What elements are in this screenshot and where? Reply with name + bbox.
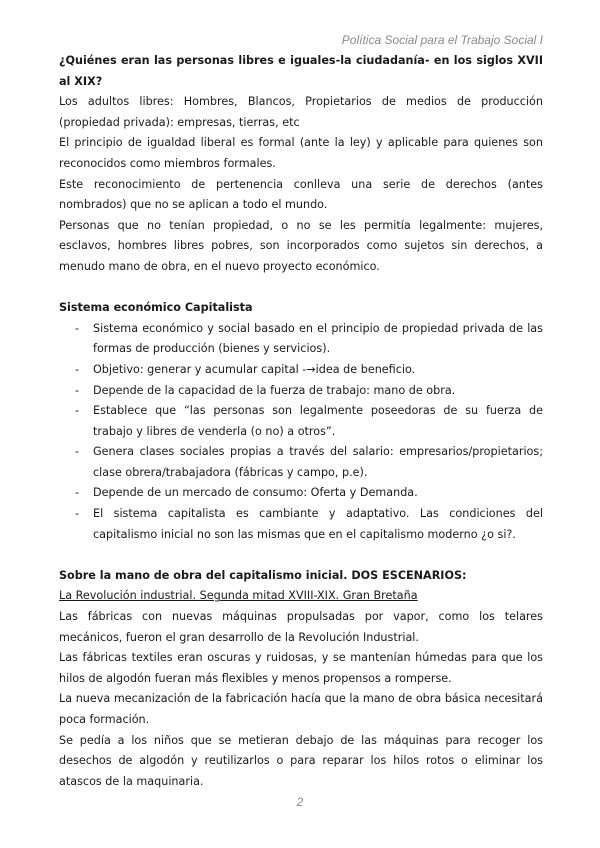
paragraph: Este reconocimiento de pertenencia conlleva una serie de derechos (antes nombrados) que no se aplican a todo el mundo. [59,177,543,212]
section3-heading: Sobre la mano de obra del capitalismo inicial. DOS ESCENARIOS: [59,568,467,582]
spacer [59,278,543,299]
paragraph: Las fábricas textiles eran oscuras y ruidosas, y se mantenían húmedas para que los hilos de algodón fueran más flexibles y menos propensos a romperse. [59,651,543,685]
section3-subheading: La Revolución industrial. Segunda mitad XVIII-XIX. Gran Bretaña [59,589,418,603]
page-number: 2 [296,795,304,809]
list-item: - Depende de la capacidad de la fuerza de trabajo: mano de obra. [93,381,543,402]
section2-heading: Sistema económico Capitalista [59,301,253,315]
spacer [59,545,543,566]
paragraph: Personas que no tenían propiedad, o no se les permitía legalmente: mujeres, esclavos, hombres libres pobres, son incorporados como sujetos sin derechos, a menudo mano de obra, en el nuevo proyecto económico. [59,218,543,273]
section1-heading: ¿Quiénes eran las personas libres e iguales-la ciudadanía- en los siglos XVII al XIX? [59,54,543,88]
paragraph: El principio de igualdad liberal es formal (ante la ley) y aplicable para quienes son reconocidos como miembros formales. [59,136,543,170]
bullet-list [59,319,543,546]
paragraph: Las fábricas con nuevas máquinas propulsadas por vapor, como los telares mecánicos, fueron el gran desarrollo de la Revolución Industrial. [59,610,543,644]
paragraph: Los adultos libres: Hombres, Blancos, Propietarios de medios de producción (propiedad privada): empresas, tierras, etc [59,95,543,129]
paragraph: Se pedía a los niños que se metieran debajo de las máquinas para recoger los desechos de algodón y reutilizarlos o para reparar los hilos rotos o eliminar los atascos de la maquinaria. [59,733,543,788]
list-item: - Establece que “las personas son legalmente poseedoras de su fuerza de trabajo y libres de venderla (o no) a otros”. [93,401,543,442]
page-content [59,51,543,792]
page-header: Política Social para el Trabajo Social I [341,33,543,47]
list-item: - Objetivo: generar y acumular capital -→idea de beneficio. [93,360,543,381]
list-item: - Genera clases sociales propias a través del salario: empresarios/propietarios; clase obrera/trabajadora (fábricas y campo, p.e). [93,442,543,483]
paragraph: La nueva mecanización de la fabricación hacía que la mano de obra básica necesitará poca formación. [59,692,543,726]
list-item: - Depende de un mercado de consumo: Oferta y Demanda. [93,483,543,504]
list-item: - El sistema capitalista es cambiante y adaptativo. Las condiciones del capitalismo inicial no son las mismas que en el capitalismo moderno ¿o si?. [93,504,543,545]
list-item: - Sistema económico y social basado en el principio de propiedad privada de las formas de producción (bienes y servicios). [93,319,543,360]
